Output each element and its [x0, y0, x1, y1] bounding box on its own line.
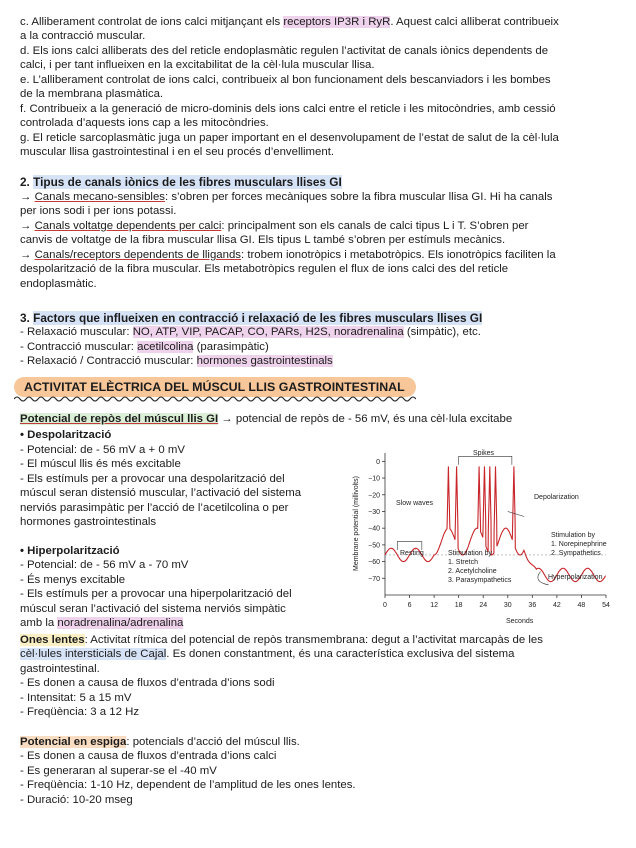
x-axis-label: Seconds [506, 618, 534, 625]
slow-waves-line-2: cèl·lules intersticials de Cajal. Es donen constantment, és una característica exclusiva del sistema [20, 648, 515, 660]
mech-channels-line: → Canals mecano-sensibles: s’obren per forces mecàniques sobre la fibra muscular llisa GI. Hi ha canals [20, 191, 553, 203]
resting-label: Resting [400, 550, 424, 557]
intro-line-g: g. El reticle sarcoplasmàtic juga un paper important en el desenvolupament de l’estat de salut de la cèl·lula [20, 132, 559, 144]
intro-line-e2: de la membrana plasmàtica. [20, 88, 164, 100]
x-tick-label: 36 [528, 602, 537, 609]
volt-channels-line2: canvis de voltatge de la fibra muscular llisa GI. Els tipus L també s’obren per estímuls mecànics. [20, 234, 506, 246]
intro-line-c2: a la contracció muscular. [20, 30, 146, 42]
intro-line-e: e. L’alliberament controlat de ions calci, contribueix al bon funcionament dels bescanviadors i les bombes [20, 74, 551, 86]
ligand-channels-line: → Canals/receptors dependents de lligands: trobem ionotròpics i metabotròpics. Els ionotròpics faciliten la [20, 249, 556, 261]
hyper-line-2: - És menys excitable [20, 574, 126, 586]
stim-a-3: 3. Parasympathetics [448, 577, 512, 584]
y-tick-label: −20 [368, 492, 380, 500]
y-tick-label: −50 [368, 542, 380, 550]
depol-line-4: múscul seran distensió muscular, l’activació del sistema [20, 487, 302, 499]
resting-potential-line: Potencial de repòs del múscul llis GI → potencial de repòs de - 56 mV, és una cèl·lula excitabe [20, 413, 513, 425]
x-tick-label: 42 [552, 602, 561, 609]
x-tick-label: 18 [454, 602, 463, 609]
relax-contract-factors: - Relaxació / Contracció muscular: hormones gastrointestinals [20, 355, 333, 367]
hyper-line-5: amb la noradrenalina/adrenalina [20, 617, 184, 629]
y-tick-label: −30 [368, 508, 380, 516]
hyperpolarization-label: Hyperpolarization [548, 574, 603, 581]
slow-waves-bullet-1: - Es donen a causa de fluxos d’entrada d’ions sodi [20, 677, 275, 689]
volt-channels-line: → Canals voltatge dependents per calci: principalment son els canals de calci tipus L i T. S’obren per [20, 220, 529, 232]
depol-line-1: - Potencial: de - 56 mV a + 0 mV [20, 444, 185, 456]
x-tick-label: 6 [407, 602, 412, 609]
x-tick-label: 24 [479, 602, 488, 609]
y-tick-label: −40 [368, 525, 380, 533]
contract-factors: - Contracció muscular: acetilcolina (parasimpàtic) [20, 341, 269, 353]
y-tick-label: 0 [376, 458, 380, 466]
x-tick-label: 30 [503, 602, 512, 609]
depol-line-6: hormones gastrointestinals [20, 516, 157, 528]
hyper-line-4: múscul seran l’activació del sistema nerviós simpàtic [20, 603, 286, 615]
slow-waves-label: Slow waves [396, 500, 433, 507]
squiggle-divider [14, 395, 416, 403]
intro-line-d2: calci, i per tant influeixen en la excitabilitat de la cèl·lula muscular llisa. [20, 59, 375, 71]
membrane-potential-line [385, 466, 606, 581]
spike-bullet-2: - Es generaran al superar-se el -40 mV [20, 765, 217, 777]
depol-line-3: - Els estímuls per a provocar una despolarització del [20, 473, 285, 485]
section2-heading: 2. Tipus de canals iònics de les fibres musculars llises GI [20, 175, 342, 189]
ligand-channels-line3: endoplasmàtic. [20, 278, 97, 290]
hyper-line-3: - Els estímuls per a provocar una hiperpolarització del [20, 588, 292, 600]
y-tick-label: −10 [368, 475, 380, 483]
relax-factors: - Relaxació muscular: NO, ATP, VIP, PACAP, CO, PARs, H2S, noradrenalina (simpàtic), etc. [20, 326, 481, 338]
y-tick-label: −70 [368, 575, 380, 583]
x-tick-label: 0 [383, 602, 387, 609]
stim-b-title: Stimulation by [551, 532, 595, 539]
x-tick-label: 54 [602, 602, 610, 609]
stim-b-1: 1. Norepinephrine [551, 541, 607, 548]
x-tick-label: 48 [577, 602, 586, 609]
stim-a-title: Stimulation by [448, 550, 492, 557]
spikes-label: Spikes [473, 450, 495, 457]
stim-b-2: 2. Sympathetics [551, 550, 601, 557]
intro-line-f2: controlada d’aquests ions cap a les mitocòndries. [20, 117, 269, 129]
depolarization-label: Depolarization [534, 494, 579, 501]
membrane-potential-chart [348, 443, 618, 625]
depol-line-5: nerviós parasimpàtic per l’acció de l’acetilcolina o per [20, 502, 289, 514]
intro-line-f: f. Contribueix a la generació de micro-dominis dels ions calci entre el reticle i les mitocòndries, amb cessió [20, 103, 556, 115]
hyper-line-1: - Potencial: de - 56 mV a - 70 mV [20, 559, 189, 571]
depol-line-2: - El múscul llis és més excitable [20, 458, 181, 470]
ligand-channels-line2: despolarització de la fibra muscular. Els metabotròpics regulen el flux de ions calci des del reticle [20, 263, 509, 275]
electrical-activity-banner: ACTIVITAT ELÈCTRICA DEL MÚSCUL LLIS GASTROINTESTINAL [14, 377, 416, 397]
depolarization-title: • Despolarització [20, 429, 112, 441]
y-tick-label: −60 [368, 559, 380, 567]
intro-line-g2: muscular llisa gastrointestinal i en el seu procés d’envelliment. [20, 146, 335, 158]
slow-waves-bullet-2: - Intensitat: 5 a 15 mV [20, 692, 132, 704]
hyperpolarization-title: • Hiperpolarització [20, 545, 120, 557]
y-axis-label: Membrane potential (millivolts) [353, 476, 360, 571]
spike-bullet-3: - Freqüència: 1-10 Hz, dependent de l’amplitud de les ones lentes. [20, 779, 356, 791]
slow-waves-line-1: Ones lentes: Activitat rítmica del potencial de repòs transmembrana: degut a l’activitat marcapàs de les [20, 634, 543, 646]
spike-bullet-1: - Es donen a causa de fluxos d’entrada d’ions calci [20, 750, 277, 762]
slow-waves-bracket [397, 542, 422, 550]
depolarization-pointer [508, 511, 524, 516]
section3-heading: 3. Factors que influeixen en contracció i relaxació de les fibres musculars llises GI [20, 311, 483, 325]
x-tick-label: 12 [430, 602, 439, 609]
spike-bullet-4: - Duració: 10-20 mseg [20, 794, 133, 806]
mech-channels-line2: per ions sodi i per ions potassi. [20, 205, 177, 217]
spikes-bracket [459, 456, 512, 464]
stim-a-1: 1. Stretch [448, 559, 478, 566]
stim-a-2: 2. Acetylcholine [448, 568, 497, 575]
intro-line-d: d. Els ions calci alliberats des del reticle endoplasmàtic regulen l’activitat de canals iònics dependents de [20, 45, 549, 57]
slow-waves-bullet-3: - Freqüència: 3 a 12 Hz [20, 706, 140, 718]
intro-line-c: c. Alliberament controlat de ions calci mitjançant els receptors IP3R i RyR. Aquest calci alliberat contribueix [20, 16, 559, 28]
slow-waves-line-3: gastrointestinal. [20, 663, 100, 675]
spike-line-1: Potencial en espiga: potencials d’acció del múscul llis. [20, 736, 300, 748]
